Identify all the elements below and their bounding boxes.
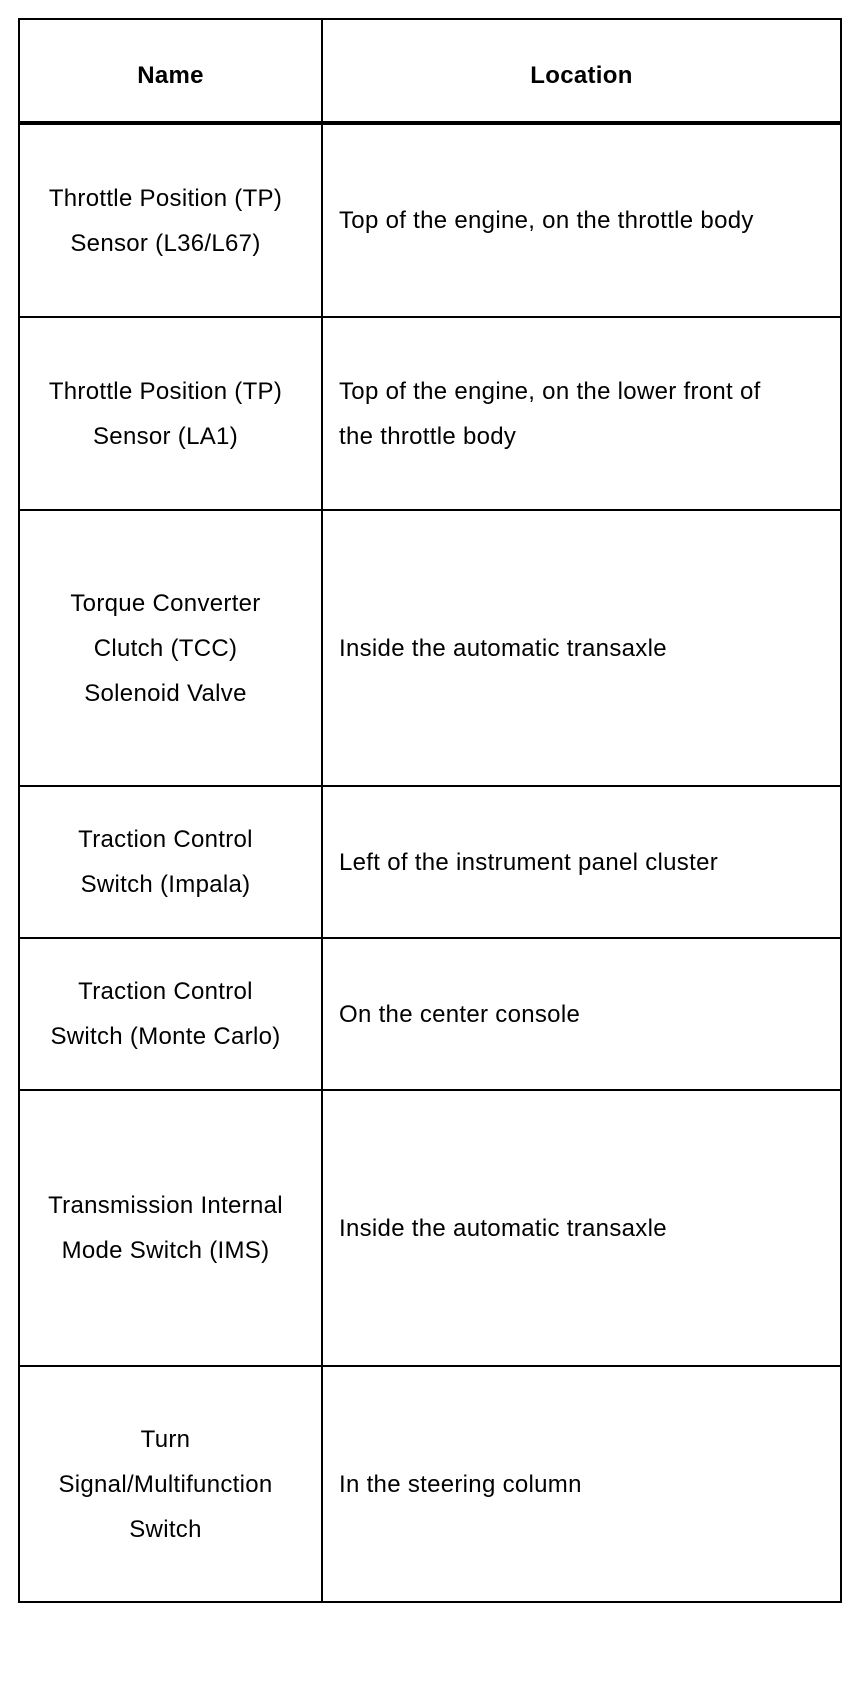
table-row xyxy=(19,938,841,1090)
name-cell: Traction Control Switch (Impala) xyxy=(19,786,322,938)
name-cell: Transmission Internal Mode Switch (IMS) xyxy=(19,1090,322,1366)
location-cell: Inside the automatic transaxle xyxy=(322,510,841,786)
component-location-table xyxy=(18,18,842,1603)
location-cell: Left of the instrument panel cluster xyxy=(322,786,841,938)
location-cell: Inside the automatic transaxle xyxy=(322,1090,841,1366)
table-row xyxy=(19,123,841,317)
location-cell: In the steering column xyxy=(322,1366,841,1602)
table-row xyxy=(19,1366,841,1602)
name-cell: Throttle Position (TP) Sensor (L36/L67) xyxy=(19,123,322,317)
table-row xyxy=(19,510,841,786)
location-cell: Top of the engine, on the throttle body xyxy=(322,123,841,317)
header-name: Name xyxy=(19,19,322,123)
location-cell: On the center console xyxy=(322,938,841,1090)
table-row xyxy=(19,1090,841,1366)
name-cell: Torque Converter Clutch (TCC) Solenoid Valve xyxy=(19,510,322,786)
header-row xyxy=(19,19,841,123)
table-row xyxy=(19,786,841,938)
name-cell: Throttle Position (TP) Sensor (LA1) xyxy=(19,317,322,510)
name-cell: Turn Signal/Multifunction Switch xyxy=(19,1366,322,1602)
table-row xyxy=(19,317,841,510)
location-cell: Top of the engine, on the lower front of the throttle body xyxy=(322,317,841,510)
header-location: Location xyxy=(322,19,841,123)
name-cell: Traction Control Switch (Monte Carlo) xyxy=(19,938,322,1090)
